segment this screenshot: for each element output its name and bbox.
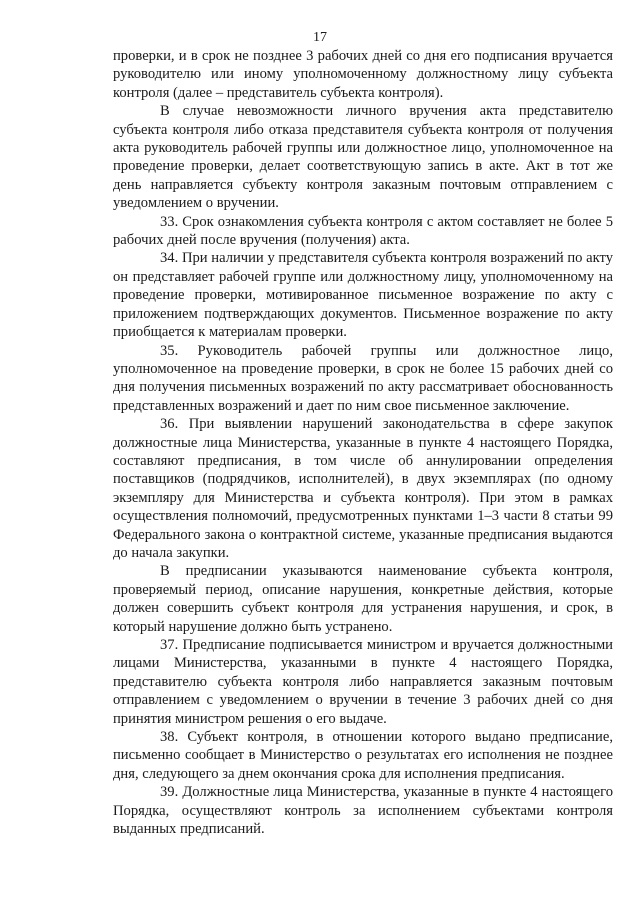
paragraph-35: 35. Руководитель рабочей группы или должностное лицо, уполномоченное на проведение проверки, в срок не более 15 рабочих дней со дня получения письменных возражений по акту рассматривает обоснованность представленных возражений и дает по ним свое письменное заключение. [113,342,613,414]
paragraph-38: 38. Субъект контроля, в отношении которого выдано предписание, письменно сообщает в Министерство о результатах его исполнения не позднее дня, следующего за днем окончания срока для исполнения предписания. [113,729,613,782]
paragraph-prescription-contents: В предписании указываются наименование субъекта контроля, проверяемый период, описание нарушения, конкретные действия, которые должен совершить субъект контроля для устранения нарушения, и срок, в который нарушение должно быть устранено. [113,563,613,635]
paragraph-continuation: проверки, и в срок не позднее 3 рабочих дней со дня его подписания вручается руководителю или иному уполномоченному должностному лицу субъекта контроля (далее – представитель субъекта контроля). [113,48,613,101]
paragraph-39: 39. Должностные лица Министерства, указанные в пункте 4 настоящего Порядка, осуществляют контроль за исполнением субъектами контроля выданных предписаний. [113,784,613,838]
paragraph-delivery-refusal: В случае невозможности личного вручения акта представителю субъекта контроля либо отказа представителя субъекта контроля от получения акта руководитель рабочей группы или должностное лицо, уполномоченное на проведение проверки, делает соответствующую запись в акте. Акт в тот же день направляется субъекту контроля заказным почтовым отправлением с уведомлением о вручении. [113,103,613,212]
paragraph-37: 37. Предписание подписывается министром и вручается должностными лицами Министерства, указанными в пункте 4 настоящего Порядка, представителю субъекта контроля либо направляется заказным почтовым отправлением с уведомлением о вручении в течение 3 рабочих дней со дня принятия министром решения о его выдаче. [113,637,613,727]
paragraph-36: 36. При выявлении нарушений законодательства в сфере закупок должностные лица Министерства, указанные в пункте 4 настоящего Порядка, составляют предписания, в том числе об аннулировании определения поставщиков (подрядчиков, исполнителей), в двух экземплярах (по одному экземпляру для Министерства и субъекта контроля). При этом в рамках осуществления полномочий, предусмотренных пунктами 1–3 части 8 статьи 99 Федерального закона о контрактной системе, указанные предписания выдаются до начала закупки. [113,416,613,561]
document-body [113,47,613,838]
paragraph-33: 33. Срок ознакомления субъекта контроля с актом составляет не более 5 рабочих дней после вручения (получения) акта. [113,213,613,249]
page-number: 17 [313,30,327,45]
paragraph-34: 34. При наличии у представителя субъекта контроля возражений по акту он представляет рабочей группе или должностному лицу, уполномоченному на проведение проверки, мотивированное письменное возражение по акту с приложением подтверждающих документов. Письменное возражение по акту приобщается к материалам проверки. [113,250,613,341]
